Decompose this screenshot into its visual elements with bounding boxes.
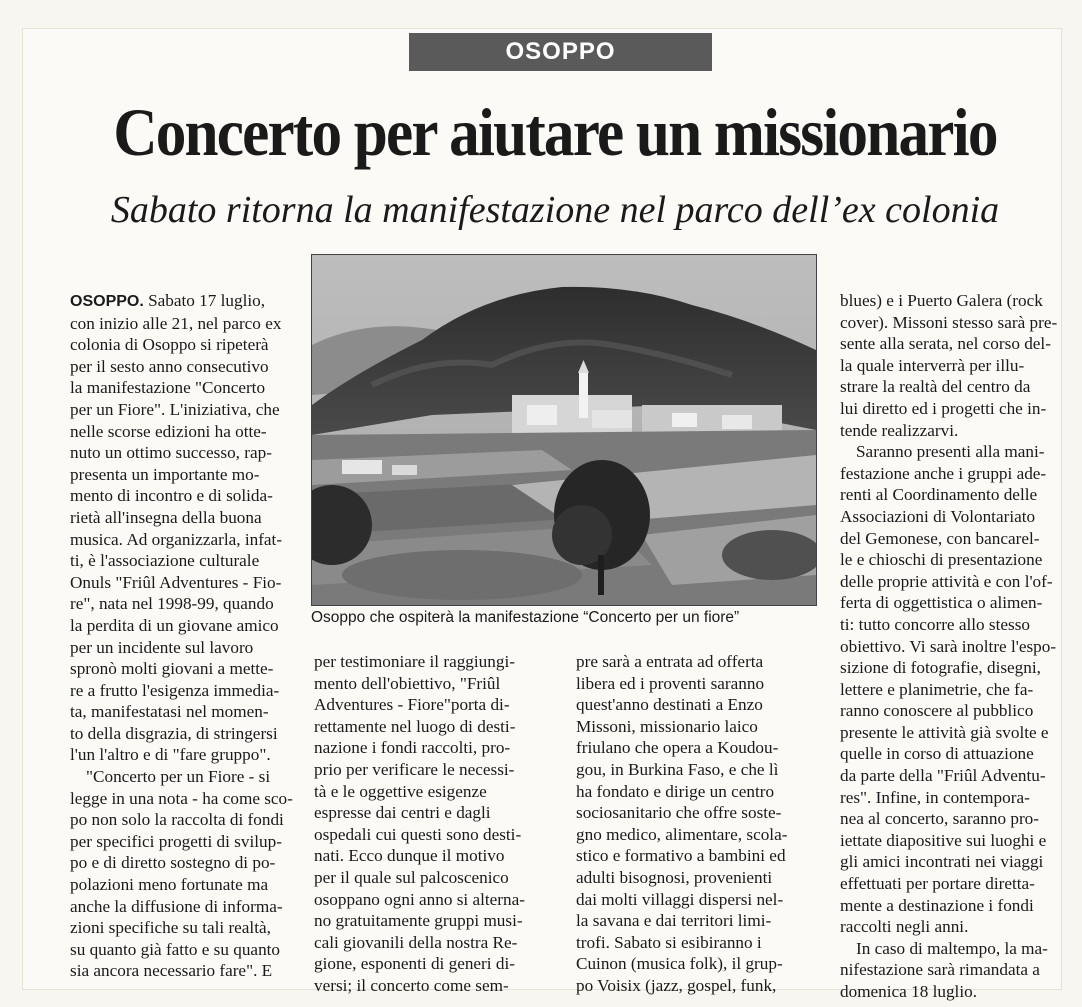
text-line: Associazioni di Volontariato (840, 506, 1036, 526)
text-line: ha fondato e dirige un centro (576, 781, 775, 801)
article-column-1 (70, 290, 300, 982)
text-line: polazioni meno fortunate ma (70, 875, 269, 895)
text-line: ti, è l'associazione culturale (70, 551, 260, 571)
text-line: domenica 18 luglio. (840, 982, 977, 1001)
text-line: da parte della "Friûl Adventu- (840, 766, 1046, 786)
text-line: gou, in Burkina Faso, e che lì (576, 759, 779, 779)
text-line: la manifestazione "Concerto (70, 378, 266, 398)
text-line: cali giovanili della nostra Re- (314, 932, 518, 952)
text-line: to della disgrazia, di stringersi (70, 723, 278, 743)
text-line: prio per verificare le necessi- (314, 759, 515, 779)
text-line: raccolti negli anni. (840, 917, 969, 937)
text-line (70, 290, 300, 313)
text-line: "Concerto per un Fiore - si (86, 767, 271, 787)
dateline: OSOPPO. (70, 293, 144, 310)
text-line: lui diretto ed i progetti che in- (840, 398, 1047, 418)
text-line: sia ancora necessario fare". E (70, 961, 273, 981)
text-line: trofi. Sabato si esibiranno i (576, 932, 762, 952)
text-line: musica. Ad organizzarla, infat- (70, 529, 283, 549)
text-line: Missoni, missionario laico (576, 716, 758, 736)
text-line: gli amici incontrati nei viaggi (840, 852, 1044, 872)
text-line: po Voisix (jazz, gospel, funk, (576, 975, 777, 995)
text-line: presenta un importante mo- (70, 464, 260, 484)
text-line: res". Infine, in contempora- (840, 787, 1030, 807)
article-photo (311, 254, 817, 606)
text-line: l'un l'altro e di "fare gruppo". (70, 745, 271, 765)
text-line: ranno conoscere al pubblico (840, 701, 1034, 721)
text-line: nelle scorse edizioni ha otte- (70, 421, 267, 441)
text-line: Saranno presenti alla mani- (856, 442, 1045, 462)
text-line: obiettivo. Vi sarà inoltre l'espo- (840, 636, 1057, 656)
text-line: effettuati per portare diretta- (840, 874, 1035, 894)
text-line: delle proprie attività e con l'of- (840, 571, 1053, 591)
text-line: rietà all'insegna della buona (70, 507, 262, 527)
text-line: osoppano ogni anno si alterna- (314, 889, 525, 909)
text-line: legge in una nota - ha come sco- (70, 788, 293, 808)
subheadline: Sabato ritorna la manifestazione nel parco dell’ex colonia (110, 189, 1000, 231)
text-line: cover). Missoni stesso sarà pre- (840, 312, 1058, 332)
photo-caption: Osoppo che ospiterà la manifestazione “Concerto per un fiore” (311, 609, 740, 626)
text-line: Sabato 17 luglio, (143, 291, 266, 310)
text-line: nuto un ottimo successo, rap- (70, 443, 272, 463)
text-line: renti al Coordinamento delle (840, 485, 1038, 505)
text-line: con inizio alle 21, nel parco ex (70, 313, 282, 333)
text-line: le e chioschi di presentazione (840, 550, 1043, 570)
headline: Concerto per aiutare un missionario (113, 94, 997, 170)
text-line: re a frutto l'esigenza immedia- (70, 680, 280, 700)
text-line: In caso di maltempo, la ma- (856, 938, 1048, 958)
text-line: espresse dai centri e dagli (314, 803, 491, 823)
text-line: per un incidente sul lavoro (70, 637, 254, 657)
text-line: presente le attività già svolte e (840, 722, 1049, 742)
text-line: rettamente nel luogo di desti- (314, 716, 516, 736)
text-line: adulti bisognosi, provenienti (576, 867, 773, 887)
text-line: sente alla serata, nel corso del- (840, 334, 1051, 354)
text-line: nea al concerto, saranno pro- (840, 809, 1039, 829)
text-line: gno medico, alimentare, scola- (576, 824, 788, 844)
text-line: su quanto già fatto e su quanto (70, 939, 281, 959)
text-line: per il quale sul palcoscenico (314, 867, 509, 887)
text-line: la quale interverrà per illu- (840, 355, 1025, 375)
text-line: po non solo la raccolta di fondi (70, 810, 284, 830)
text-line: iettate diapositive sui luoghi e (840, 830, 1047, 850)
text-line: nifestazione sarà rimandata a (840, 960, 1040, 980)
text-line: strare la realtà del centro da (840, 377, 1031, 397)
text-line: sociosanitario che offre soste- (576, 803, 782, 823)
text-line: la savana e dai territori limi- (576, 911, 772, 931)
text-line: no gratuitamente gruppi musi- (314, 911, 523, 931)
text-line: tà e le oggettive esigenze (314, 781, 487, 801)
text-line: ti: tutto concorre allo stesso (840, 614, 1030, 634)
text-line: mente a destinazione i fondi (840, 895, 1034, 915)
text-line: pre sarà a entrata ad offerta (576, 652, 764, 671)
article-column-3 (576, 651, 816, 997)
text-line: quest'anno destinati a Enzo (576, 695, 763, 715)
text-line: friulano che opera a Koudou- (576, 738, 779, 758)
text-line: anche la diffusione di informa- (70, 896, 283, 916)
text-line: gione, esponenti di generi di- (314, 954, 515, 974)
text-line: per testimoniare il raggiungi- (314, 652, 515, 671)
text-line: re", nata nel 1998-99, quando (70, 594, 274, 614)
text-line: quelle in corso di attuazione (840, 744, 1034, 764)
text-line: colonia di Osoppo si ripeterà (70, 335, 269, 355)
article-column-2 (314, 651, 554, 997)
text-line: ta, manifestatasi nel momen- (70, 702, 269, 722)
text-line: versi; il concerto come sem- (314, 975, 509, 995)
section-tag: OSOPPO (409, 33, 712, 71)
text-line: stico e formativo a bambini ed (576, 846, 786, 866)
text-line: ferta di oggettistica o alimen- (840, 593, 1043, 613)
article-column-4 (840, 290, 1070, 1003)
text-line: lettere e planimetrie, che fa- (840, 679, 1034, 699)
text-line: mento di incontro e di solida- (70, 486, 273, 506)
text-line: blues) e i Puerto Galera (rock (840, 291, 1043, 310)
text-line: per un Fiore". L'iniziativa, che (70, 399, 280, 419)
text-line: Onuls "Friûl Adventures - Fio- (70, 572, 282, 592)
text-line: spronò molti giovani a mette- (70, 659, 274, 679)
text-line: festazione anche i gruppi ade- (840, 463, 1047, 483)
text-line: nati. Ecco dunque il motivo (314, 846, 505, 866)
text-line: dai molti villaggi dispersi nel- (576, 889, 784, 909)
text-line: libera ed i proventi saranno (576, 673, 765, 693)
text-line: tende realizzarvi. (840, 420, 959, 440)
text-line: per il sesto anno consecutivo (70, 356, 269, 376)
text-line: nazione i fondi raccolti, pro- (314, 738, 511, 758)
text-line: la perdita di un giovane amico (70, 615, 279, 635)
text-line: ospedali cui questi sono desti- (314, 824, 522, 844)
text-line: mento dell'obiettivo, "Friûl (314, 673, 501, 693)
text-line: del Gemonese, con bancarel- (840, 528, 1040, 548)
text-line: per specifici progetti di svilup- (70, 831, 282, 851)
text-line: sizione di fotografie, disegni, (840, 658, 1041, 678)
text-line: zioni specifiche su tali realtà, (70, 918, 271, 938)
text-line: Adventures - Fiore"porta di- (314, 695, 510, 715)
text-line: po e di diretto sostegno di po- (70, 853, 276, 873)
text-line: Cuinon (musica folk), il grup- (576, 954, 783, 974)
